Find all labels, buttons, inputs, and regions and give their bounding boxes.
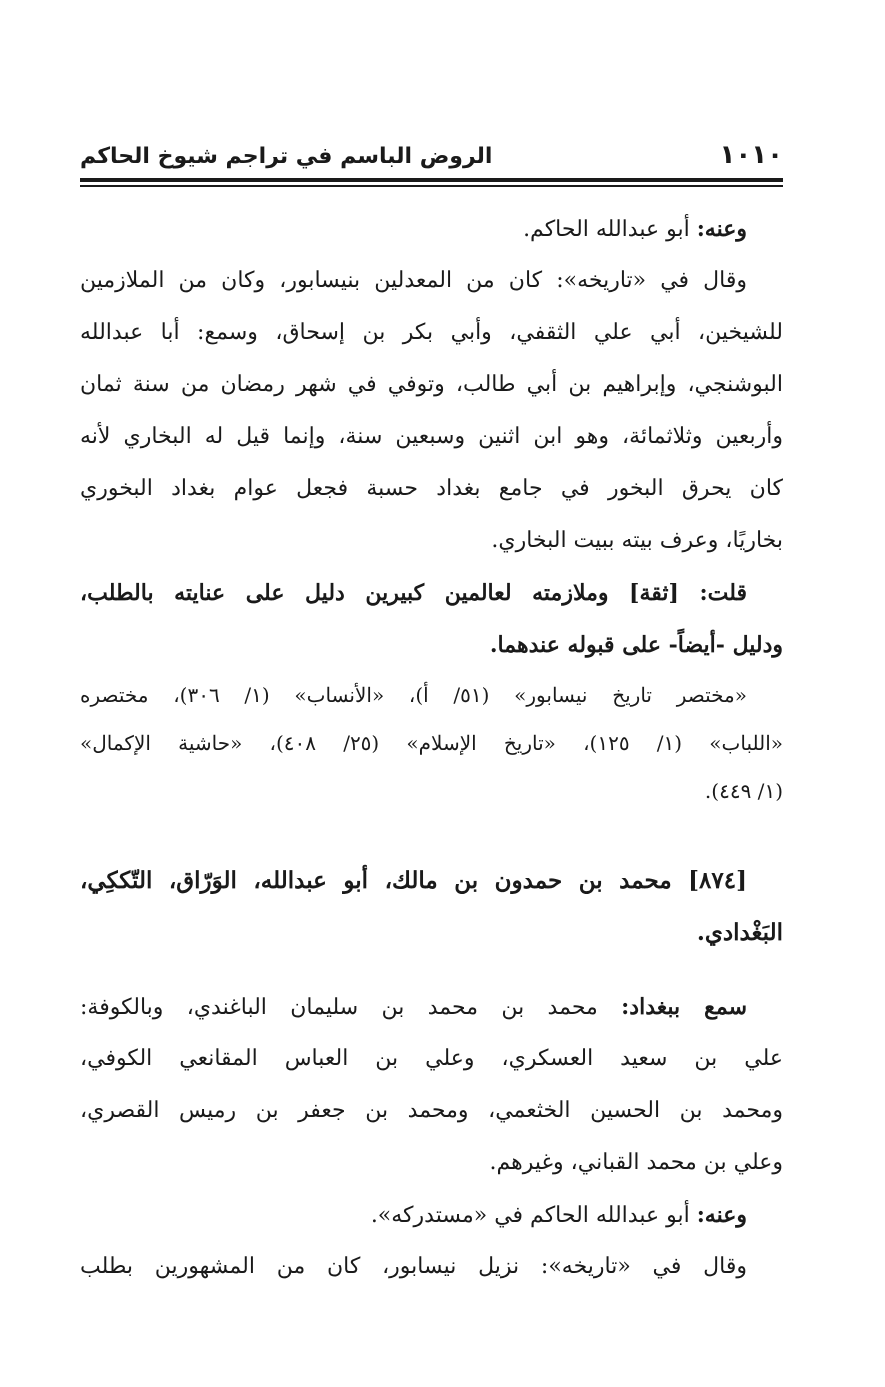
line-text: وقال في «تاريخه»: نزيل نيسابور، كان من المشهورين بطلب: [80, 1254, 747, 1279]
text-line: وعلي بن محمد القباني، وغيرهم.: [489, 1150, 783, 1175]
text-line: للشيخين، أبي علي الثقفي، وأبي بكر بن إسحاق، وسمع: أبا عبدالله: [80, 320, 783, 345]
line-text: «مختصر تاريخ نيسابور» (٥١/ أ)، «الأنساب» (١/ ٣٠٦)، مختصره: [80, 683, 747, 707]
paragraph-lead: وعنه:: [696, 1202, 747, 1228]
text-line: «اللباب» (١/ ١٢٥)، «تاريخ الإسلام» (٢٥/ ٤٠٨)، «حاشية الإكمال»: [80, 731, 783, 755]
paragraph-lead: سمع ببغداد:: [621, 994, 747, 1020]
page-body: [80, 203, 783, 1293]
text-line: وأربعين وثلاثمائة، وهو ابن اثنين وسبعين سنة، وإنما قيل له البخاري لأنه: [80, 424, 783, 449]
header-rule-thin: [80, 185, 783, 187]
header-rule-thick: [80, 178, 783, 182]
text-line: [80, 255, 783, 307]
text-line: بخاريًا، وعرف بيته ببيت البخاري.: [491, 528, 783, 553]
paragraph-text: أبو عبدالله الحاكم.: [523, 217, 690, 242]
text-line: [80, 671, 783, 719]
line-text: وقال في «تاريخه»: كان من المعدلين بنيسابور، وكان من الملازمين: [80, 268, 747, 293]
text-line: [80, 981, 783, 1033]
text-line: [80, 1241, 783, 1293]
paragraph-narrators-from: [80, 1189, 783, 1241]
text-line: [80, 567, 783, 619]
running-title: الروض الباسم في تراجم شيوخ الحاكم: [80, 144, 493, 169]
text-line: علي بن سعيد العسكري، وعلي بن العباس المقانعي الكوفي،: [80, 1046, 783, 1071]
text-line: (١/ ٤٤٩).: [704, 779, 783, 803]
line-text: قلت: [ثقة] وملازمته لعالمين كبيرين دليل على عنايته بالطلب،: [80, 580, 747, 606]
text-line: البَغْدادي.: [696, 919, 783, 946]
text-line: كان يحرق البخور في جامع بغداد حسبة فجعل عوام بغداد البخوري: [80, 476, 783, 501]
paragraph-history-quote: [80, 255, 783, 567]
paragraph-teachers: [80, 981, 783, 1189]
paragraph-text: أبو عبدالله الحاكم في «مستدركه».: [370, 1203, 690, 1228]
text-line: [80, 855, 783, 907]
page-header: [80, 138, 783, 178]
paragraph-narrators-from: [80, 203, 783, 255]
line-text: [٨٧٤] محمد بن حمدون بن مالك، أبو عبدالله، الوَرّاق، التّككِي،: [80, 867, 747, 894]
paragraph-lead: وعنه:: [696, 216, 747, 242]
paragraph-history-quote: [80, 1241, 783, 1293]
page-number: ١٠١٠: [719, 140, 783, 170]
entry-heading: [80, 855, 783, 959]
paragraph-sources: [80, 671, 783, 815]
text-line: ومحمد بن الحسين الخثعمي، ومحمد بن جعفر بن رميس القصري،: [80, 1098, 783, 1123]
text-line: البوشنجي، وإبراهيم بن أبي طالب، وتوفي في شهر رمضان من سنة ثمان: [80, 372, 783, 397]
paragraph-author-comment: [80, 567, 783, 671]
line-text: محمد بن محمد بن سليمان الباغندي، وبالكوفة:: [80, 995, 598, 1020]
text-line: ودليل -أيضاً- على قبوله عندهما.: [489, 632, 783, 658]
